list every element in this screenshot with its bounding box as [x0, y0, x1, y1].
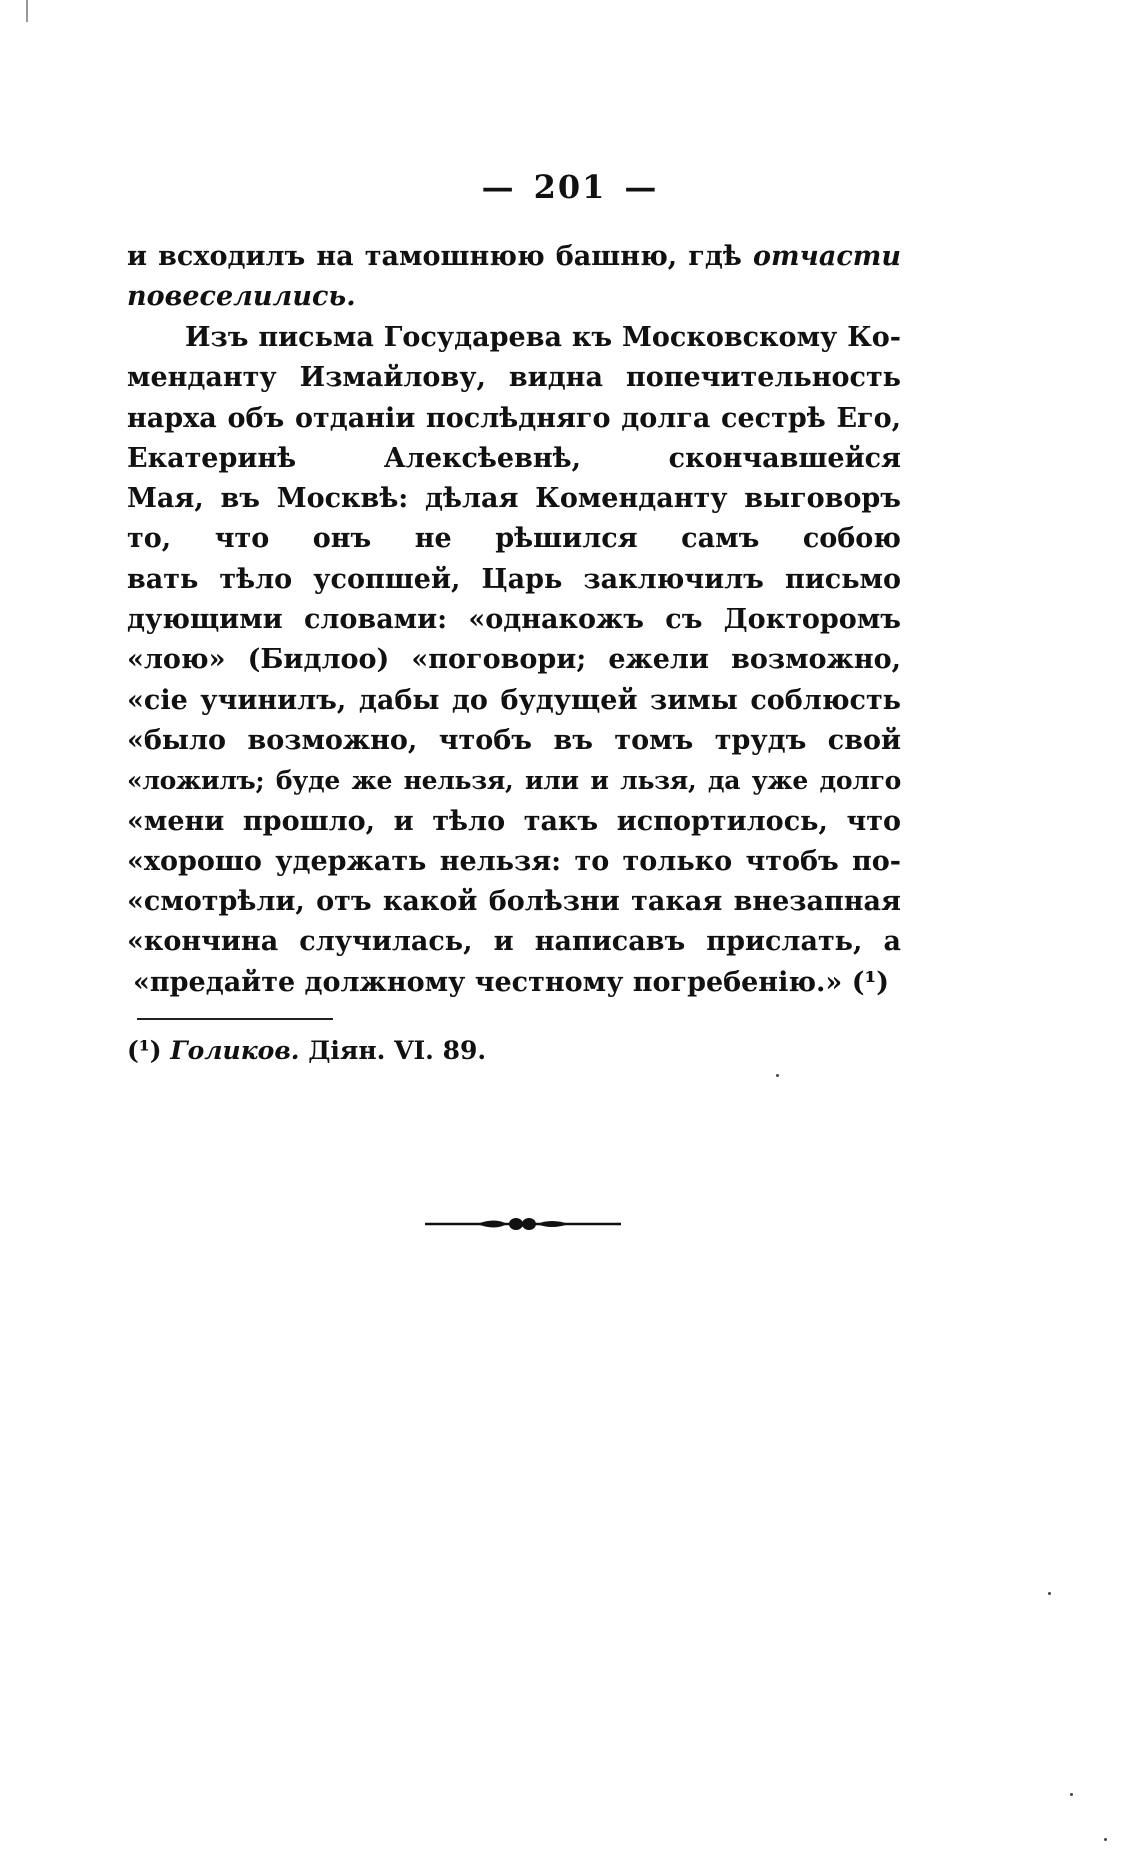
text-line-italic: отчасти	[752, 241, 901, 272]
text-line: Изъ письма Государева къ Московскому Ко-	[185, 322, 901, 353]
paper-speck	[776, 1074, 779, 1077]
paragraph-continuation	[127, 237, 901, 318]
text-line: вать тѣло усопшей, Царь заключилъ письмо	[127, 563, 901, 595]
text-line: «ложилъ; буде же нельзя, или и льзя, да уже долго	[127, 766, 901, 796]
footnote-reference: Дiян. VI. 89.	[308, 1036, 487, 1065]
end-ornament-icon	[425, 1212, 621, 1236]
page-number-dash-right: —	[624, 168, 659, 206]
text-line	[127, 237, 901, 277]
footnote	[127, 1036, 486, 1065]
paragraph-main	[127, 318, 901, 1003]
paper-speck	[1070, 1793, 1073, 1796]
text-line-last: «предайте должному честному погребенію.» (¹)	[133, 966, 890, 998]
paper-speck	[1048, 1592, 1051, 1595]
text-line: нарха объ отданіи послѣдняго долга сестрѣ Его,	[127, 402, 901, 434]
text-line: дующими словами: «однакожъ съ Докторомъ	[127, 604, 901, 636]
text-line-regular: и всходилъ на тамошнюю башню, гдѣ	[127, 241, 742, 272]
page-number-dash-left: —	[481, 168, 516, 206]
text-line: менданту Измайлову, видна попечительность	[127, 362, 901, 394]
text-line: «кончина случилась, и написавъ прислать, а	[127, 926, 901, 958]
page-number: 201	[533, 168, 607, 206]
text-line: «сіе учинилъ, дабы до будущей зимы соблюсть	[127, 684, 901, 716]
text-line: «хорошо удержать нельзя: то только чтобъ по-	[127, 845, 901, 877]
text-line: Мая, въ Москвѣ: дѣлая Коменданту выговоръ	[127, 483, 901, 515]
footnote-divider	[137, 1018, 333, 1020]
text-line: «было возможно, чтобъ въ томъ трудъ свой	[127, 724, 901, 756]
paper-speck	[1104, 1838, 1107, 1841]
page-edge-mark	[26, 0, 28, 22]
footnote-author: Голиков.	[170, 1036, 300, 1065]
text-line: Екатеринѣ Алексѣевнѣ, скончавшейся	[127, 442, 901, 474]
page-number-header	[0, 168, 1140, 206]
text-line: «мени прошло, и тѣло такъ испортилось, что	[127, 805, 901, 837]
text-line: то, что онъ не рѣшился самъ собою	[127, 523, 901, 555]
text-line-italic-end: повеселились.	[127, 281, 356, 313]
footnote-marker: (¹)	[127, 1036, 162, 1065]
text-line: «смотрѣли, отъ какой болѣзни такая внезапная	[127, 886, 901, 918]
text-line: «лою» (Бидлоо) «поговори; ежели возможно,	[127, 644, 901, 676]
